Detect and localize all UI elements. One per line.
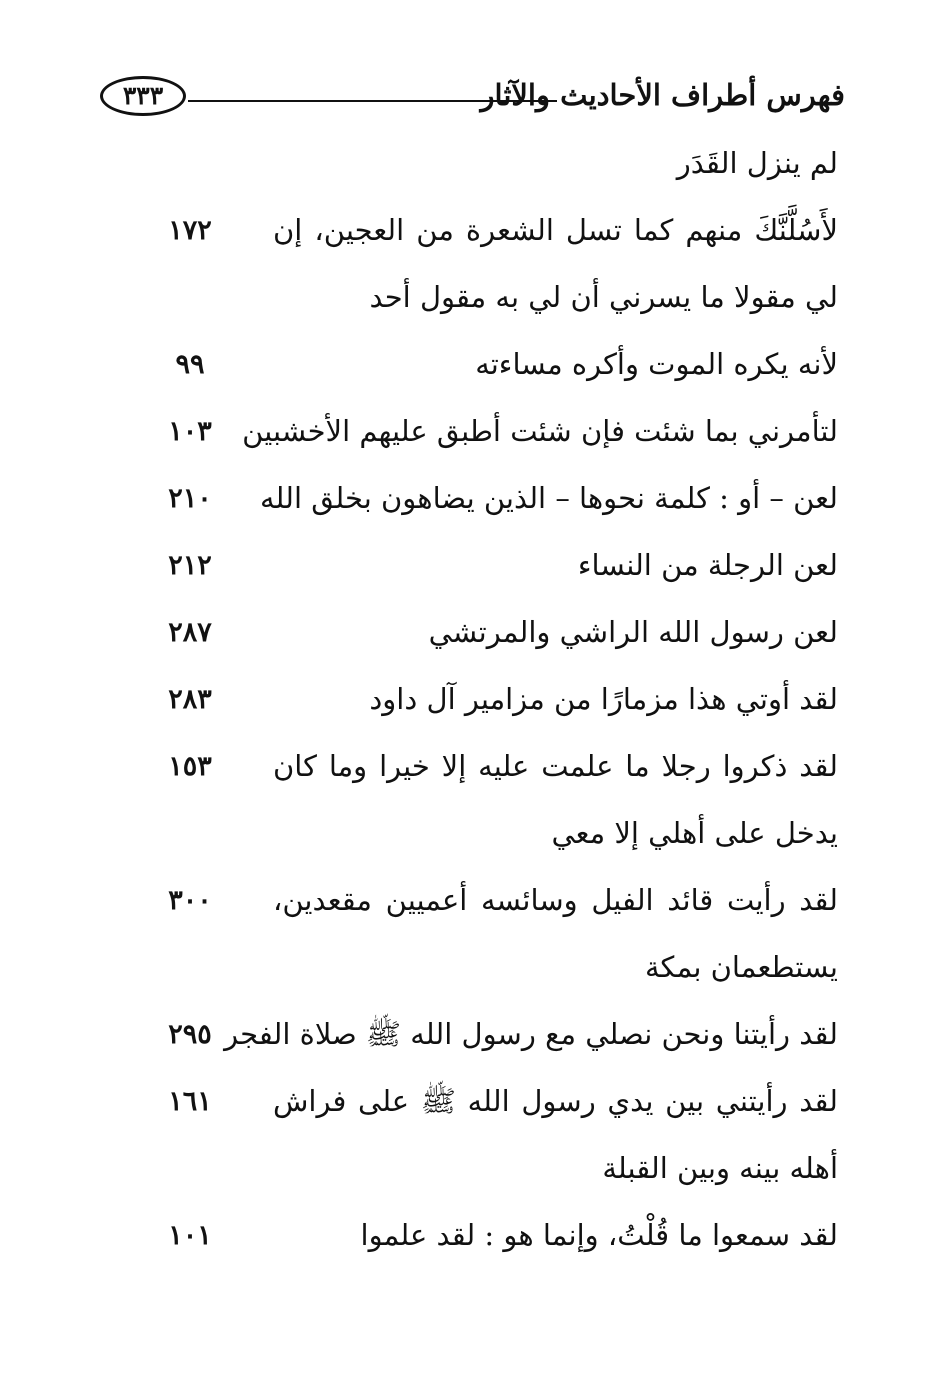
entry-text: لم ينزل القَدَر (676, 146, 838, 180)
page-title: فهرس أطراف الأحاديث والآثار (480, 78, 845, 112)
entry-page-number: ٢٨٣ (168, 684, 212, 715)
entry-page-number: ٣٠٠ (168, 885, 212, 916)
entry-page-number: ١٧٢ (168, 215, 212, 246)
entry-text: لعن رسول الله الراشي والمرتشي (428, 615, 838, 649)
entry-text: لقد رأيتني بين يدي رسول الله ﷺ على فراش أهله بينه وبين القبلة (273, 1084, 838, 1185)
entry-text: لأنه يكره الموت وأكره مساءته (475, 347, 838, 381)
entry-text: لقد أوتي هذا مزمارًا من مزامير آل داود (369, 682, 838, 716)
entry-text: لقد سمعوا ما قُلْتُ، وإنما هو : لقد علموا (360, 1218, 838, 1252)
entry-text: لقد رأيت قائد الفيل وسائسه أعميين مقعدين، يستطعمان بمكة (273, 883, 838, 984)
entry-text: لقد ذكروا رجلا ما علمت عليه إلا خيرا وما كان يدخل على أهلي إلا معي (273, 749, 838, 850)
page-number: ٣٣٣ (100, 76, 186, 116)
page-header (100, 76, 845, 126)
entry-page-number: ٢٩٥ (168, 1019, 212, 1050)
entry-page-number: ٢١٢ (168, 550, 212, 581)
entry-page-number: ٩٩ (175, 349, 205, 380)
entry-text: لعن الرجلة من النساء (577, 548, 838, 582)
entry-page-number: ٢٨٧ (168, 617, 212, 648)
entry-page-number: ٢١٠ (168, 483, 212, 514)
entry-page-number: ١٥٣ (168, 751, 212, 782)
entry-page-number: ١٦١ (168, 1086, 212, 1117)
entry-page-number: ١٠٣ (168, 416, 212, 447)
entry-text: لعن – أو : كلمة نحوها – الذين يضاهون بخلق الله (259, 481, 838, 515)
entry-page-number: ١٠١ (168, 1220, 212, 1251)
entry-text: لتأمرني بما شئت فإن شئت أطبق عليهم الأخشبين (242, 414, 838, 448)
entry-text: لقد رأيتنا ونحن نصلي مع رسول الله ﷺ صلاة الفجر (224, 1017, 838, 1051)
entry-text: لأَسُلَّنَّكَ منهم كما تسل الشعرة من العجين، إن لي مقولا ما يسرني أن لي به مقول أحد (273, 213, 838, 314)
